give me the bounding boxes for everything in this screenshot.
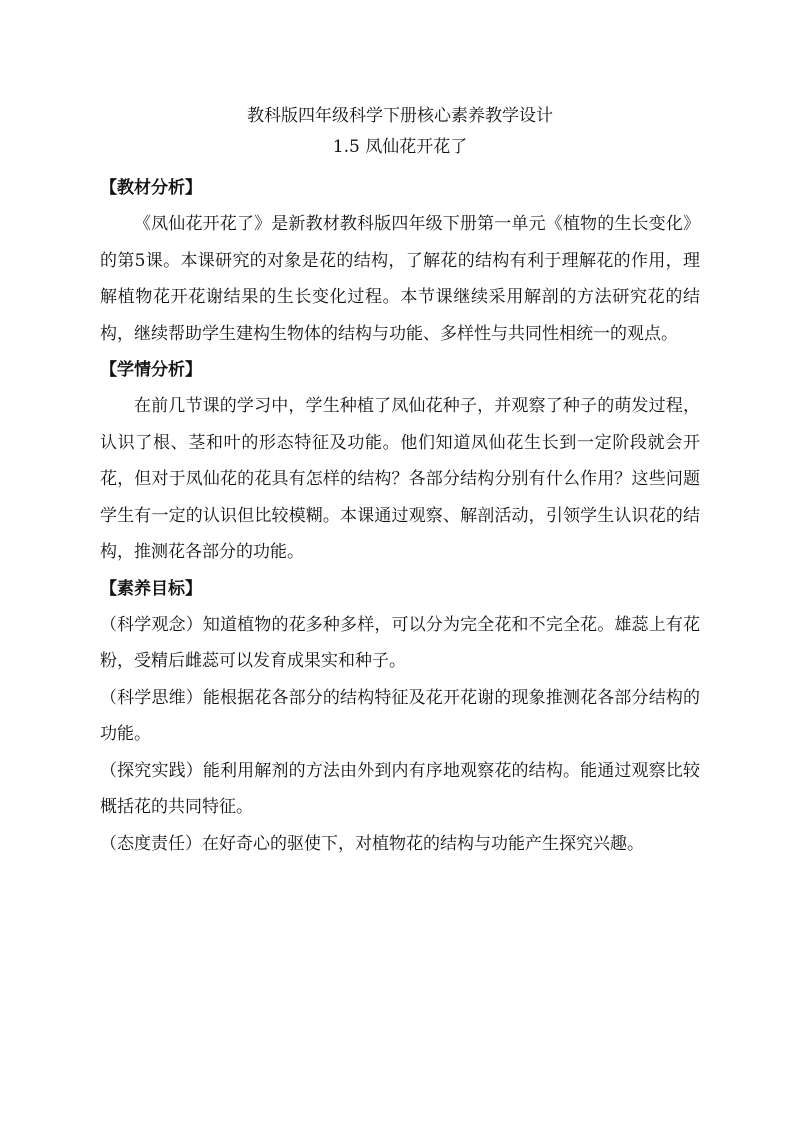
section-heading-literacy-goals: 【素养目标】 bbox=[100, 578, 202, 599]
lesson-title: 1.5 凤仙花开花了 bbox=[332, 137, 468, 157]
goal-scientific-thinking: （科学思维）能根据花各部分的结构特征及花开花谢的现象推测花各部分结构的功能。 bbox=[100, 687, 700, 744]
section-heading-student-analysis: 【学情分析】 bbox=[100, 360, 202, 380]
document-title: 教科版四年级科学下册核心素养教学设计 bbox=[247, 106, 553, 126]
goal-scientific-concept: （科学观念）知道植物的花多种多样，可以分为完全花和不完全花。雄蕊上有花粉，受精后雌蕊可以发育成果实和种子。 bbox=[100, 614, 700, 671]
goal-attitude-responsibility: （态度责任）在好奇心的驱使下，对植物花的结构与功能产生探究兴趣。 bbox=[100, 833, 644, 854]
goal-inquiry-practice: （探究实践）能利用解剂的方法由外到内有序地观察花的结构。能通过观察比较概括花的共同特征。 bbox=[100, 760, 700, 817]
textbook-analysis-paragraph: 《凤仙花开花了》是新教材教科版四年级下册第一单元《植物的生长变化》的第5课。本课研究的对象是花的结构，了解花的结构有利于理解花的作用，理解植物花开花谢结果的生长变化过程。本节课继续采用解剖的方法研究花的结构，继续帮助学生建构生物体的结构与功能、多样性与共同性相统一的观点。 bbox=[100, 214, 700, 344]
document-content bbox=[100, 100, 700, 862]
section-heading-textbook-analysis: 【教材分析】 bbox=[100, 178, 202, 198]
student-analysis-paragraph: 在前几节课的学习中，学生种植了凤仙花种子，并观察了种子的萌发过程，认识了根、茎和叶的形态特征及功能。他们知道凤仙花生长到一定阶段就会开花，但对于凤仙花的花具有怎样的结构？各部分结构分别有什么作用？这些问题学生有一定的认识但比较模糊。本课通过观察、解剖活动，引领学生认识花的结构，推测花各部分的功能。 bbox=[100, 396, 700, 562]
